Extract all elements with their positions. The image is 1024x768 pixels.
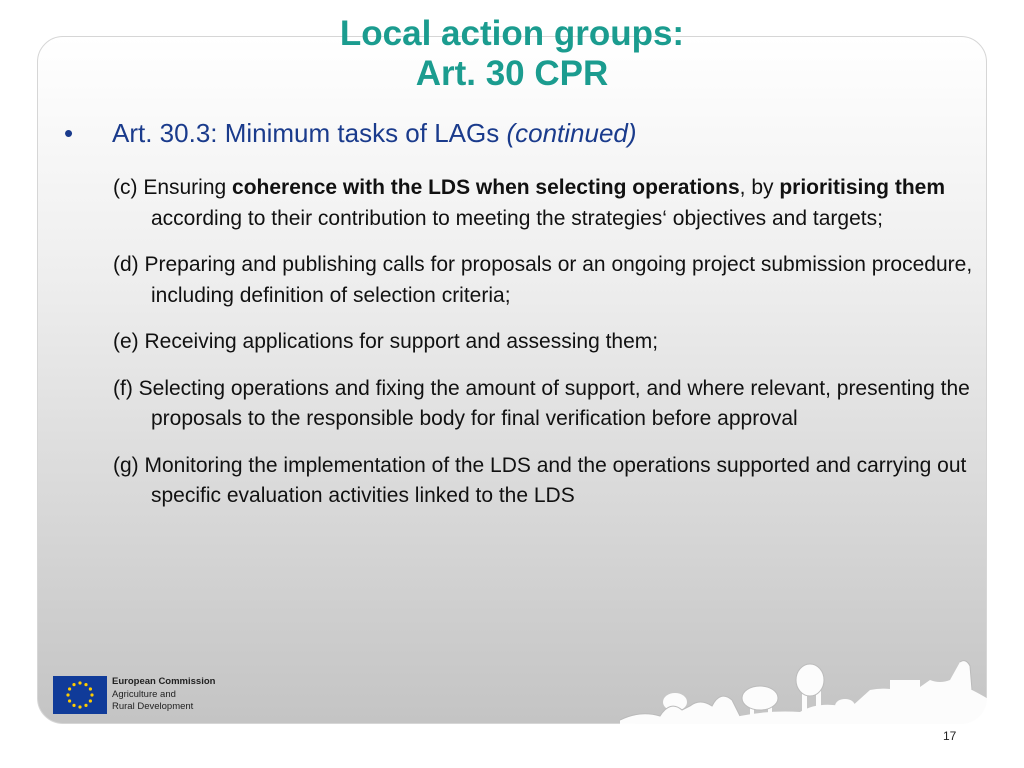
slide-title-line1: Local action groups: <box>339 14 685 53</box>
task-c-pre: (c) Ensuring <box>113 176 233 199</box>
eu-flag-icon <box>53 676 107 714</box>
task-c-bold2: prioritising them <box>779 176 946 199</box>
task-list <box>113 173 983 528</box>
task-c-mid: , by <box>739 176 780 199</box>
footer-dept-line2: Rural Development <box>112 701 194 712</box>
slide-title-line2: Art. 30 CPR <box>415 54 609 93</box>
task-item-f: (f) Selecting operations and fixing the amount of support, and where relevant, presenting the proposals to the responsible body for final verification before approval <box>113 376 970 430</box>
farm-silhouette-icon <box>620 650 1000 730</box>
task-item-g: (g) Monitoring the implementation of the LDS and the operations supported and carrying out specific evaluation activities linked to the LDS <box>113 453 967 507</box>
task-item-d: (d) Preparing and publishing calls for proposals or an ongoing project submission procedure, including definition of selection criteria; <box>113 253 973 307</box>
task-c-post: according to their contribution to meeting the strategies‘ objectives and targets; <box>151 206 883 230</box>
bullet-heading <box>64 118 637 149</box>
bullet-symbol: • <box>64 118 74 148</box>
bullet-text: Art. 30.3: Minimum tasks of LAGs <box>112 118 507 148</box>
page-number: 17 <box>943 729 957 743</box>
task-item-e: (e) Receiving applications for support and assessing them; <box>113 330 659 353</box>
task-c-bold1: coherence with the LDS when selecting operations <box>232 176 740 199</box>
bullet-italic: (continued) <box>506 118 637 148</box>
task-item-c <box>113 173 983 234</box>
footer-org <box>112 676 215 714</box>
footer-dept-line1: Agriculture and <box>112 688 176 700</box>
footer-org-name: European Commission <box>112 676 216 687</box>
